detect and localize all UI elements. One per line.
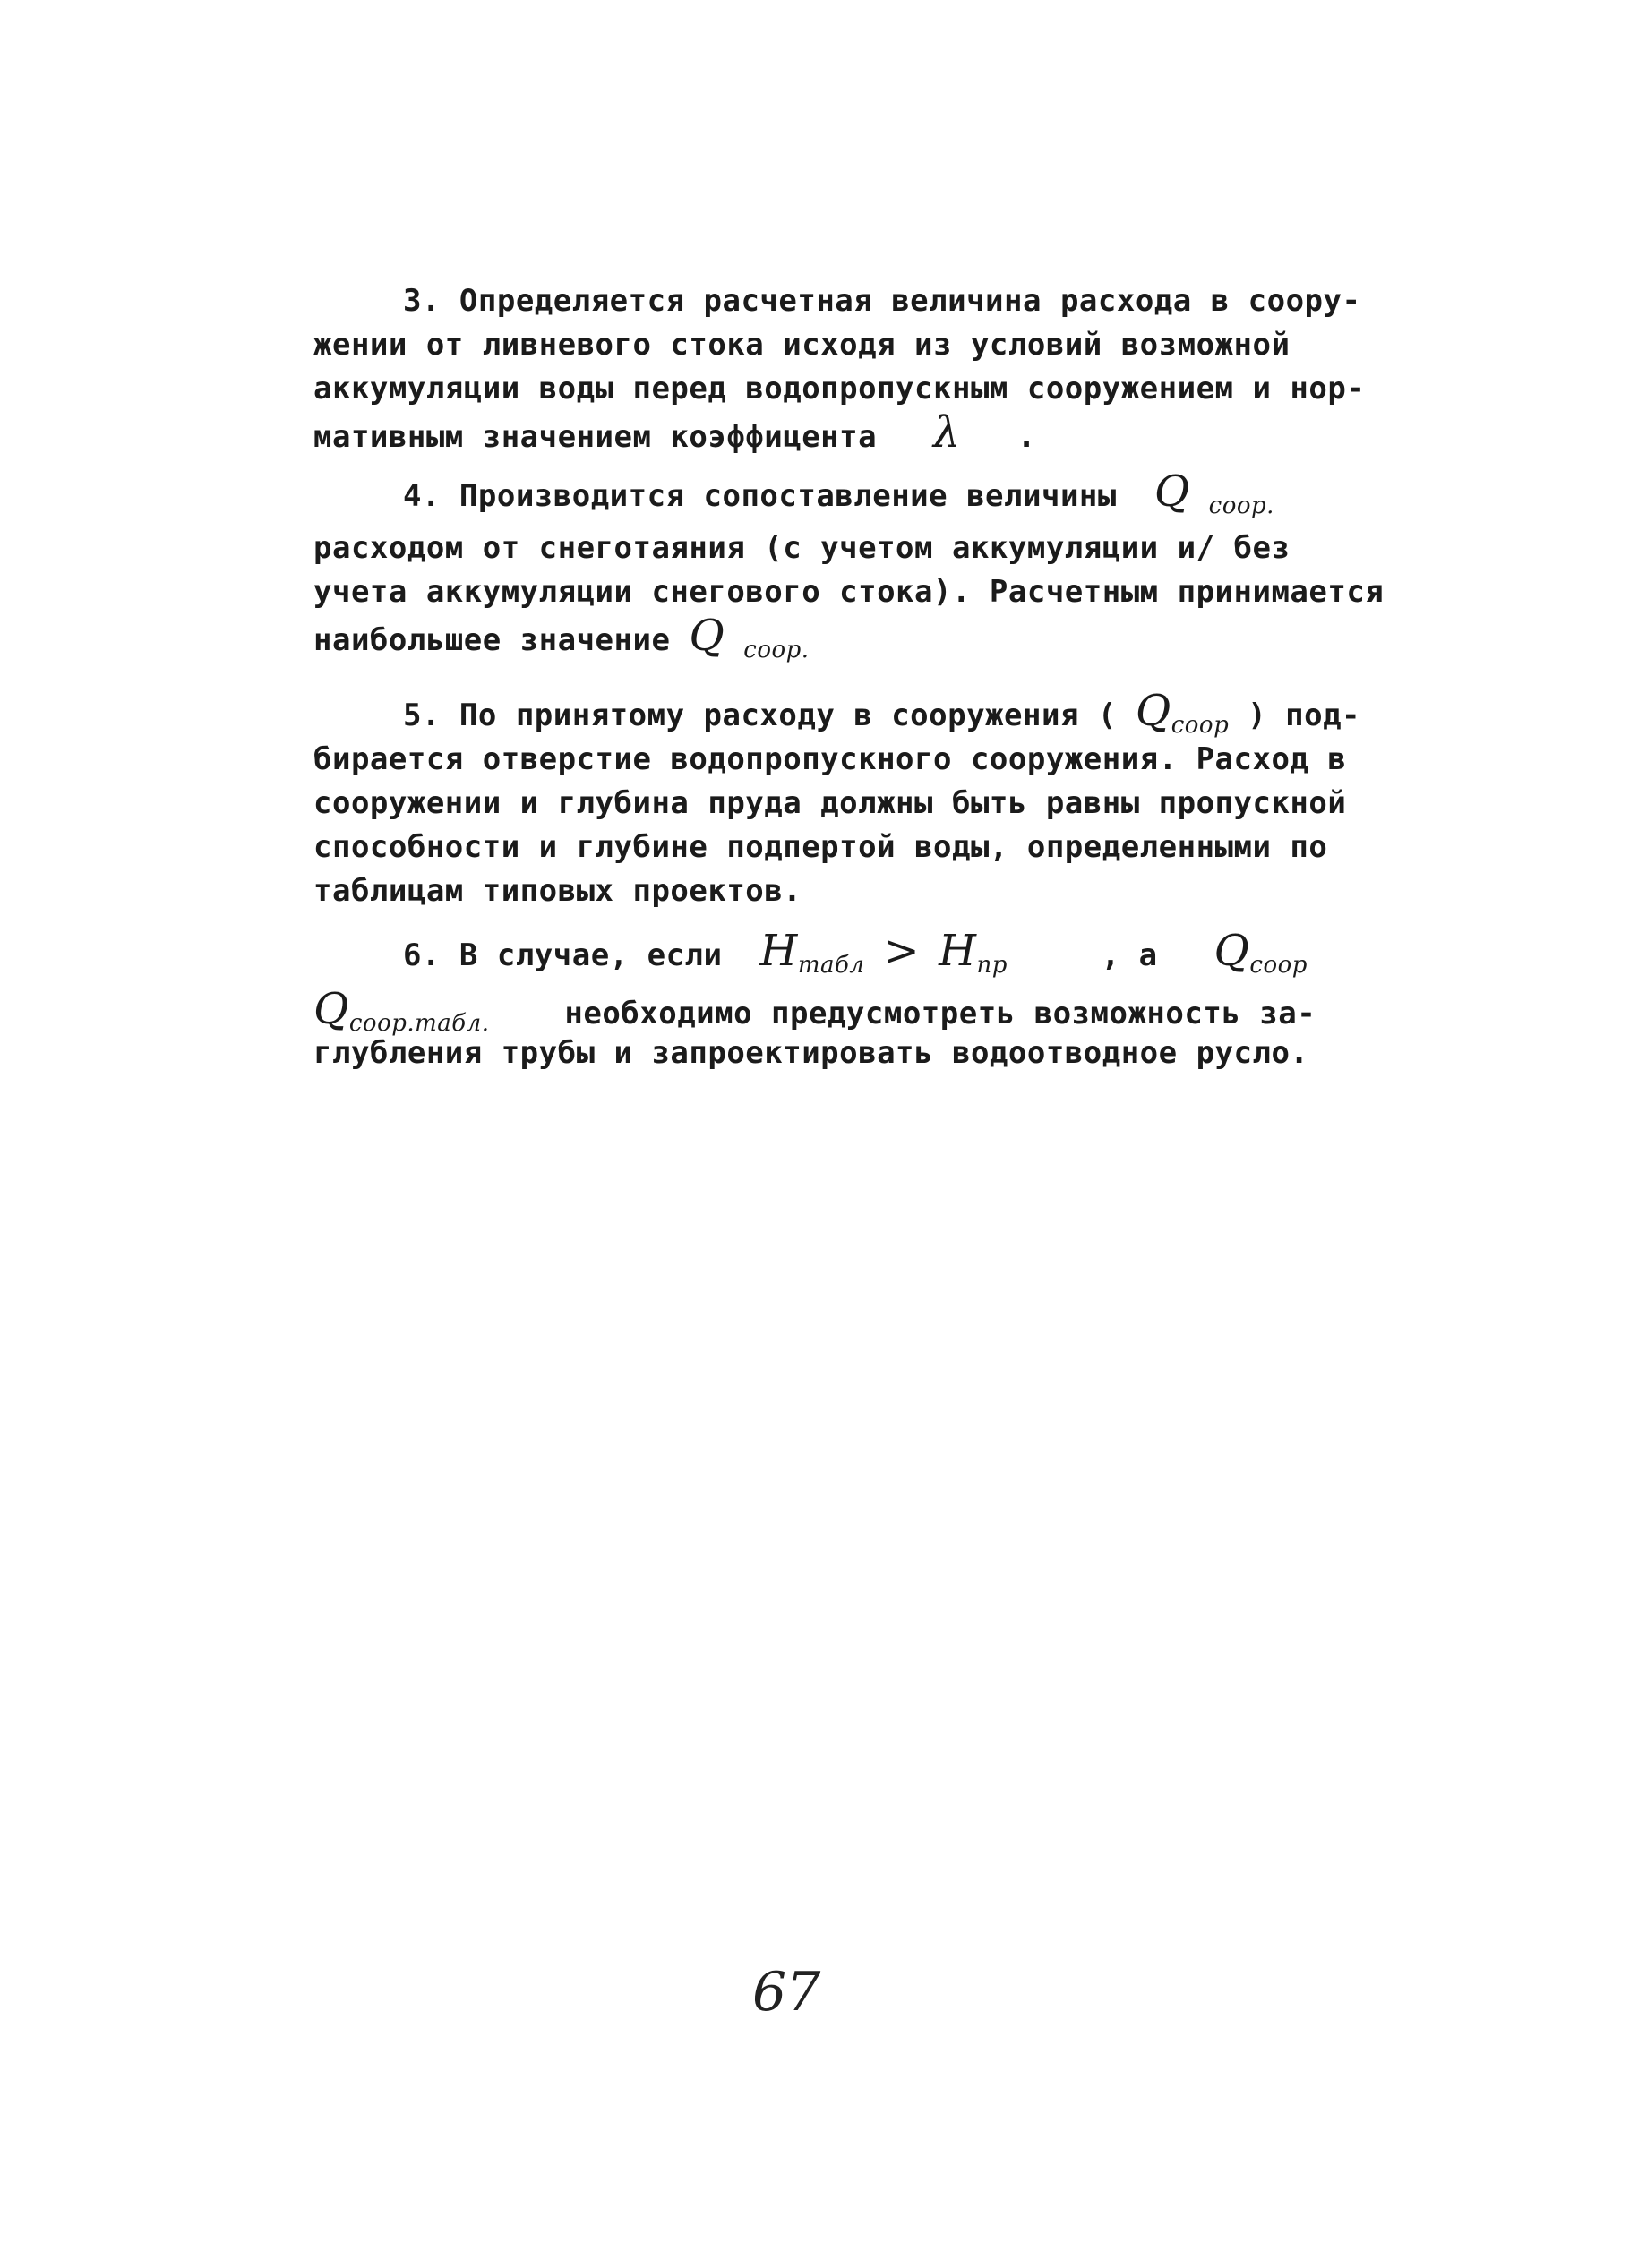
p4-line-1 (403, 466, 1274, 527)
p4-line-4 (313, 611, 810, 672)
q-subscript: соор. (1208, 492, 1274, 519)
p6-line-3: глубления трубы и запроектировать водоотводное русло. (313, 1035, 1309, 1071)
q-symbol: Q (313, 984, 349, 1034)
p5-line-1-end: ) под- (1248, 698, 1361, 733)
q-subscript: соор.табл. (348, 1010, 490, 1037)
p6-line-1 (403, 926, 1308, 987)
p4-line-1-text: 4. Производится сопоставление величины (403, 478, 1117, 514)
q-symbol: Q (1213, 926, 1250, 976)
p3-line-3: аккумуляции воды перед водопропускным сооружением и нор- (313, 371, 1366, 407)
q-symbol: Q (1153, 466, 1190, 517)
p3-line-4 (313, 407, 1036, 458)
p5-line-5: таблицам типовых проектов. (313, 873, 802, 909)
h-symbol: H (939, 926, 977, 976)
p5-line-2: бирается отверстие водопропускного сооружения. Расход в (313, 741, 1347, 777)
page-number: 67 (752, 1961, 821, 2024)
p5-line-4: способности и глубине подпертой воды, определенными по (313, 829, 1328, 865)
p3-line-4-end: . (1016, 419, 1036, 455)
p3-line-2: жении от ливневого стока исходя из условий возможной (313, 327, 1291, 363)
greater-than-symbol: > (883, 926, 921, 976)
lambda-symbol: λ (933, 407, 961, 458)
h-subscript: пр (976, 952, 1008, 979)
h-subscript: табл (797, 952, 865, 979)
p6-line-1-mid: , а (1101, 937, 1158, 973)
q-subscript: соор (1171, 712, 1230, 739)
p4-line-2: расходом от снеготаяния (с учетом аккумуляции и/ без (313, 530, 1291, 566)
h-symbol: H (759, 926, 798, 976)
q-symbol: Q (1135, 686, 1171, 736)
p6-line-1-text: 6. В случае, если (403, 937, 723, 973)
q-subscript: соор (1249, 952, 1308, 979)
p4-line-4-text: наибольшее значение (313, 622, 671, 658)
p6-line-2-text: необходимо предусмотреть возможность за- (564, 996, 1316, 1031)
p5-line-3: сооружении и глубина пруда должны быть равны пропускной (313, 785, 1347, 821)
p3-line-1: 3. Определяется расчетная величина расхода в соору- (403, 283, 1361, 319)
p3-line-4-text: мативным значением коэффицента (313, 419, 878, 455)
q-symbol: Q (689, 611, 725, 661)
q-subscript: соор. (743, 637, 810, 663)
p5-line-1-text: 5. По принятому расходу в сооружения ( (403, 698, 1117, 733)
p4-line-3: учета аккумуляции снегового стока). Расчетным принимается (313, 574, 1385, 610)
